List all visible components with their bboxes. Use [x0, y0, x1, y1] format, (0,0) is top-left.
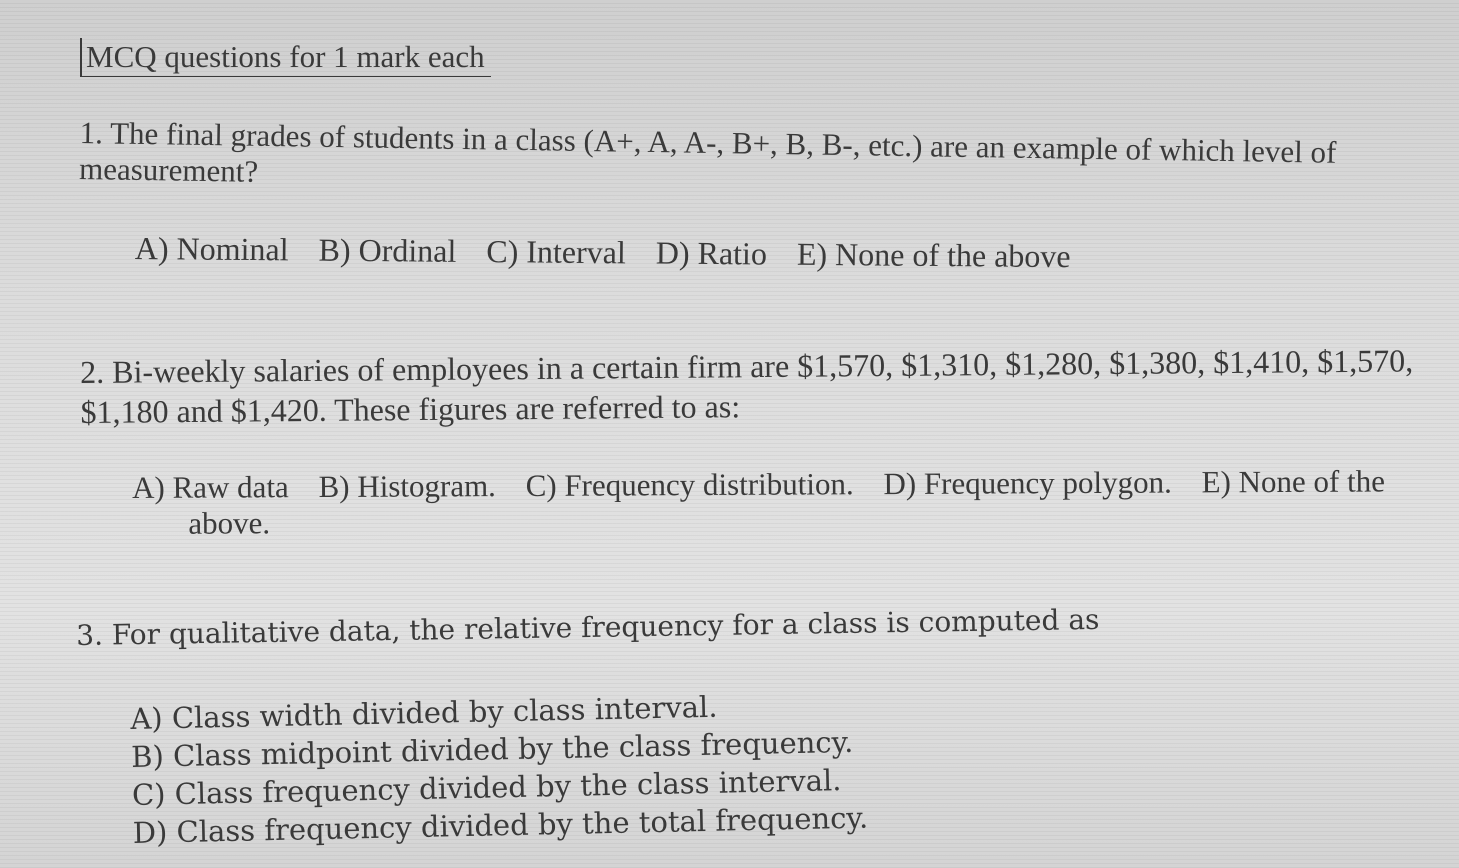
question-1-option-b: B) Ordinal — [318, 231, 457, 269]
question-2-options — [132, 463, 1452, 542]
question-2-option-e: E) None of the — [1201, 463, 1386, 500]
question-1-option-a: A) Nominal — [134, 230, 289, 268]
document-heading: MCQ questions for 1 mark each — [80, 38, 491, 77]
question-3-options — [130, 685, 868, 852]
question-2-option-a: A) Raw data — [132, 469, 289, 505]
question-3-option-b: B) Class midpoint divided by the class frequency. — [130, 724, 854, 774]
question-2-option-e-continuation: above. — [188, 505, 271, 541]
question-2-stem: 2. Bi-weekly salaries of employees in a certain firm are $1,570, $1,310, $1,280, $1,380, $1,410, $1,570, $1,180 and $1,420. These figures are referred to as: — [80, 342, 1414, 430]
question-3-option-d: D) Class frequency divided by the total frequency. — [132, 800, 869, 850]
question-1-option-c: C) Interval — [486, 233, 626, 271]
question-2-option-d: D) Frequency polygon. — [883, 464, 1172, 502]
question-1-option-d: D) Ratio — [655, 234, 768, 272]
question-1-options — [135, 230, 1093, 274]
question-2-option-c: C) Frequency distribution. — [525, 466, 854, 503]
question-2-option-b: B) Histogram. — [318, 468, 496, 505]
question-3-option-c: C) Class frequency divided by the class interval. — [131, 763, 842, 812]
question-1-stem: 1. The final grades of students in a class (A+, A, A-, B+, B, B-, etc.) are an example of which level of measurement? — [78, 115, 1337, 189]
question-3-option-a: A) Class width divided by class interval. — [130, 689, 718, 736]
question-1-option-e: E) None of the above — [796, 235, 1071, 275]
question-3-stem: 3. For qualitative data, the relative frequency for a class is computed as — [76, 602, 1100, 652]
